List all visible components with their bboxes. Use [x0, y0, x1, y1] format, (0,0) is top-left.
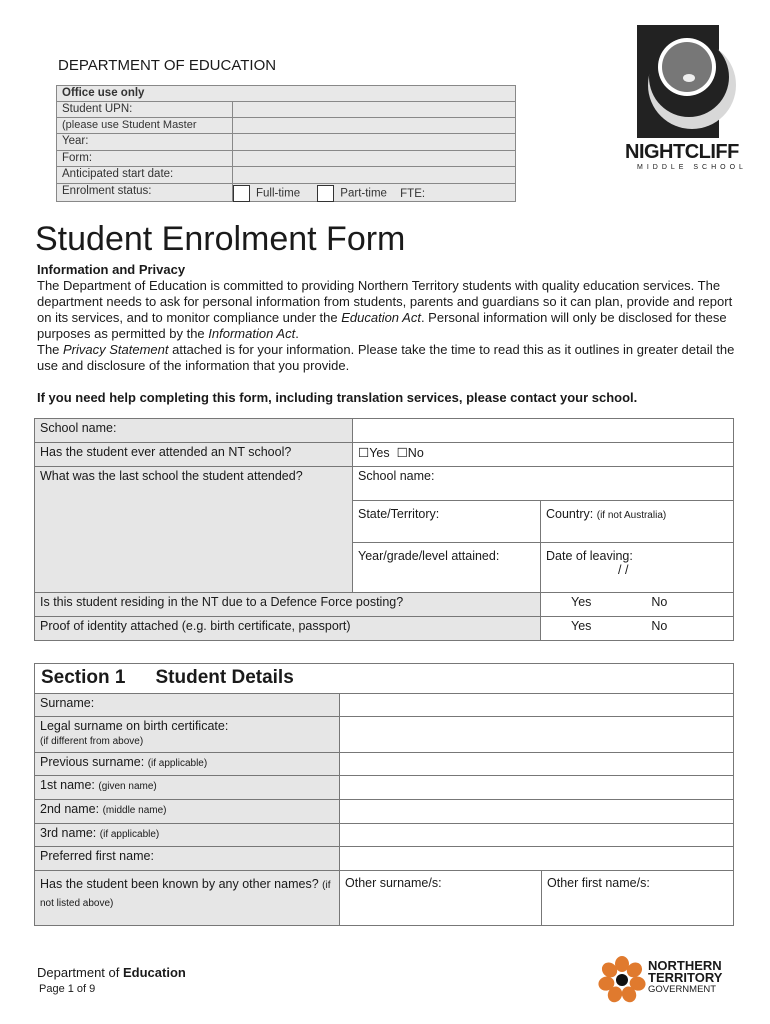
proof-yes[interactable]: Yes	[571, 619, 592, 633]
country-note: (if not Australia)	[596, 510, 667, 521]
start-date-field[interactable]	[232, 166, 516, 184]
label-school-name: School name:	[34, 418, 353, 443]
defence-yes[interactable]: Yes	[571, 595, 592, 609]
last-school-name-field[interactable]: School name:	[352, 466, 734, 501]
dept-prefix: Department of	[37, 965, 123, 980]
proof-options	[540, 616, 734, 641]
info-heading: Information and Privacy	[37, 262, 186, 277]
state-field[interactable]: State/Territory:	[352, 500, 541, 543]
attended-nt-no[interactable]: ☐No	[396, 446, 424, 460]
label-student-upn: Student UPN:	[56, 101, 233, 118]
year-level-field[interactable]: Year/grade/level attained:	[352, 542, 541, 593]
school-name-field[interactable]	[352, 418, 734, 443]
label-previous-surname	[34, 752, 340, 776]
country-label: Country:	[546, 507, 594, 521]
known-label: Has the student been known by any other names?	[40, 877, 319, 891]
previous-label: Previous surname:	[40, 755, 145, 769]
label-surname: Surname:	[34, 693, 340, 717]
label-year: Year:	[56, 133, 233, 151]
information-act: Information Act	[208, 326, 296, 341]
part-time-checkbox[interactable]	[317, 185, 334, 202]
label-attended-nt: Has the student ever attended an NT school?	[34, 442, 353, 467]
nt-line3: GOVERNMENT	[648, 984, 717, 995]
page-title: Student Enrolment Form	[35, 220, 406, 258]
nt-flower-icon	[597, 955, 647, 1005]
nt-line1: NORTHERN	[648, 958, 722, 973]
logo-school-name: NIGHTCLIFF	[625, 141, 739, 163]
third-name-field[interactable]	[339, 823, 734, 847]
text: .	[295, 326, 299, 341]
country-field[interactable]	[540, 500, 734, 543]
attended-nt-yes[interactable]: ☐Yes	[358, 446, 390, 460]
other-first-name-field[interactable]: Other first name/s:	[541, 870, 734, 926]
section-title: Student Details	[155, 667, 294, 688]
date-leaving-field[interactable]	[540, 542, 734, 593]
form-field[interactable]	[232, 150, 516, 167]
label-enrolment-status: Enrolment status:	[56, 183, 233, 202]
enrolment-status-field	[232, 183, 516, 202]
label-preferred-name: Preferred first name:	[34, 846, 340, 871]
date-slashes: / /	[618, 563, 629, 577]
fte-label: FTE:	[400, 187, 426, 200]
office-use-title: Office use only	[56, 85, 516, 102]
dept-bold: Education	[123, 965, 186, 980]
education-act: Education Act	[341, 310, 421, 325]
legal-label: Legal surname on birth certificate:	[40, 719, 229, 733]
attended-nt-options	[352, 442, 734, 467]
section-number: Section 1	[41, 667, 126, 688]
text: . Personal information will only be disclosed for these purposes as permitted by the	[37, 310, 727, 341]
first-name-field[interactable]	[339, 775, 734, 800]
department-heading: DEPARTMENT OF EDUCATION	[58, 57, 277, 74]
logo-school-sub: MIDDLE SCHOOL	[637, 164, 747, 171]
second-name-field[interactable]	[339, 799, 734, 824]
other-surname-field[interactable]: Other surname/s:	[339, 870, 542, 926]
label-last-school: What was the last school the student attended?	[34, 466, 353, 593]
previous-surname-field[interactable]	[339, 752, 734, 776]
first-label: 1st name:	[40, 778, 95, 792]
third-label: 3rd name:	[40, 826, 97, 840]
text: The Department of Education is committed to providing Northern Territory students with quality education services. The department needs to ask for personal information from students, parents and guardians so it can plan, provide and report on its services, and to monitor compliance under the	[37, 278, 733, 325]
label-proof: Proof of identity attached (e.g. birth certificate, passport)	[34, 616, 541, 641]
label-student-master: (please use Student Master	[56, 117, 233, 134]
info-paragraph-2	[37, 342, 737, 374]
info-paragraph-1	[37, 278, 737, 342]
known-note: (if not listed above)	[40, 880, 331, 909]
second-note: (middle name)	[102, 805, 167, 816]
text: attached is for your information. Please take the time to read this as it outlines in greater detail the use and disclosure of the information that you provide.	[37, 342, 735, 373]
student-upn-field[interactable]	[232, 101, 516, 118]
first-note: (given name)	[98, 781, 157, 792]
year-field[interactable]	[232, 133, 516, 151]
yes-label: Yes	[369, 446, 390, 460]
full-time-checkbox[interactable]	[233, 185, 250, 202]
previous-note: (if applicable)	[147, 758, 208, 769]
page-number: Page 1 of 9	[39, 983, 96, 995]
defence-no[interactable]: No	[651, 595, 668, 609]
nt-line2: TERRITORY	[648, 970, 723, 985]
section1-header	[34, 663, 734, 694]
text: The	[37, 342, 64, 357]
label-defence: Is this student residing in the NT due to a Defence Force posting?	[34, 592, 541, 617]
third-note: (if applicable)	[99, 829, 160, 840]
legal-surname-field[interactable]	[339, 716, 734, 753]
second-label: 2nd name:	[40, 802, 100, 816]
help-notice: If you need help completing this form, including translation services, please contact your school.	[37, 390, 638, 405]
full-time-label: Full-time	[256, 187, 301, 200]
information-privacy	[37, 262, 737, 406]
label-first-name	[34, 775, 340, 800]
student-master-field[interactable]	[232, 117, 516, 134]
nt-government-logo	[648, 960, 722, 996]
preferred-name-field[interactable]	[339, 846, 734, 871]
globe-icon	[637, 25, 757, 138]
label-start-date: Anticipated start date:	[56, 166, 233, 184]
defence-options	[540, 592, 734, 617]
label-legal-surname	[34, 716, 340, 753]
nightcliff-logo	[637, 25, 719, 138]
label-second-name	[34, 799, 340, 824]
privacy-statement: Privacy Statement	[63, 342, 169, 357]
label-form: Form:	[56, 150, 233, 167]
legal-note: (if different from above)	[40, 736, 144, 747]
label-third-name	[34, 823, 340, 847]
no-label: No	[407, 446, 424, 460]
footer-department	[37, 965, 186, 980]
part-time-label: Part-time	[340, 187, 387, 200]
label-known-other-names	[34, 870, 340, 926]
date-leaving-label: Date of leaving:	[546, 549, 633, 563]
surname-field[interactable]	[339, 693, 734, 717]
proof-no[interactable]: No	[651, 619, 668, 633]
